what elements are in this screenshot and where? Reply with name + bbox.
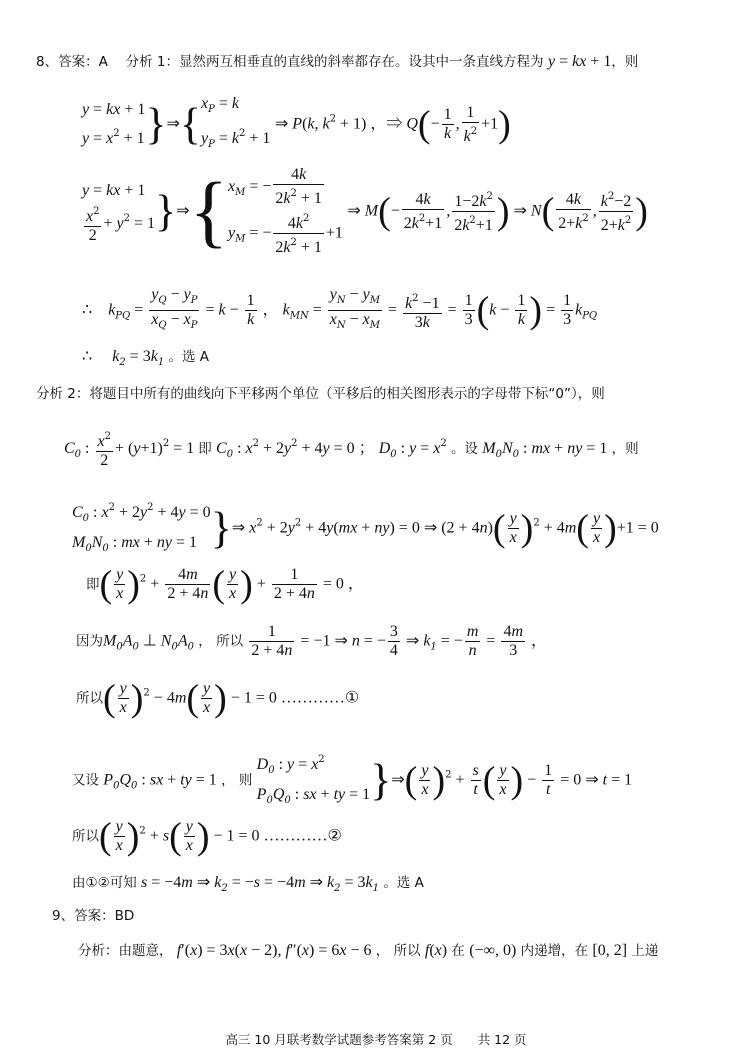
system-1: y = kx + 1 $y = x^2 + 1$ }⇒{ $x_P = k$ $y_P = k^2 + 1$ ⇒ P(k, $k^2 + 1$) ，⇒ Q(− $\frac{1}{k}$ , $\frac{1}{k^2}$ +1) <box>82 95 511 150</box>
q9-header: 9、答案：BD <box>52 908 135 924</box>
system-2: y = kx + 1 $\frac{x^2}{2}$ + $y^2 = 1$ }⇒{ $x_M$ = − $\frac{4k}{2k^2 + 1}$ $y_M$ = − $\frac{4k^2}{2k^2 + 1}$ +1 ⇒ M(− $\frac{4k}{2k^2+1}$ , $\frac{1-2k^2}{2k^2+1}$ ) ⇒ N( $\frac{4k}{2+k^2}$ , $\frac{k^2-2}{2+k^2}$ ) <box>82 166 648 256</box>
analysis-2-system: $C_0$ : $x^2 + 2y^2 + 4y = 0$ $M_0N_0$ : mx + ny = 1 }⇒ $x^2 + 2y^2 + 4y(mx + ny) = 0$ ⇒ (2 + 4n)( $\frac{y}{x}$ )$^2$ + 4m( $\frac{y}{x}$ )+1 = 0 <box>72 502 659 554</box>
analysis-2-intro: 分析 2：将题目中所有的曲线向下平移两个单位（平移后的相关图形表示的字母带下标“0”），则 <box>36 386 605 402</box>
analysis-2-also: 又设 $P_0Q_0$ : sx + ty = 1 ， 则 $D_0$ : $y = x^2$ $P_0Q_0$ : sx + ty = 1 }⇒( $\frac{y}{x}$ )$^2$ + $\frac{s}{t}$ ( $\frac{y}{x}$ ) − $\frac{1}{t}$ = 0 ⇒ t = 1 <box>72 754 633 806</box>
q8-header: 8、答案：A 分析 1：显然两互相垂直的直线的斜率都存在。设其中一条直线方程为 y = kx + 1，则 <box>36 53 639 70</box>
analysis-2-final: 由①②可知 s = −4m ⇒ $k_2 = -s = -4m$ ⇒ $k_2 = 3k_1$ 。选 A <box>72 874 424 894</box>
analysis-2-eq1: 所以( $\frac{y}{x}$ )$^2$ − 4m( $\frac{y}{x}$ ) − 1 = 0 …………① <box>76 677 360 720</box>
q9-analysis: 分析：由题意， f′(x) = 3x(x − 2), f″(x) = 6x − 6 ， 所以 f(x) 在 (−∞, 0) 内递增，在 [0, 2] 上递 <box>78 942 659 959</box>
slope-line: ∴ $k_{PQ}$ = $\frac{y_Q - y_P}{x_Q - x_P}$ = k − $\frac{1}{k}$ ， $k_{MN}$ = $\frac{y_N - y_M}{x_N - x_M}$ = $\frac{k^2 -1}{3k}$ = $\frac{1}{3}$ (k − $\frac{1}{k}$ ) = $\frac{1}{3}$ $k_{PQ}$ <box>82 286 598 332</box>
analysis-2-ji: 即( $\frac{y}{x}$ )$^2$ + $\frac{4m}{2 + 4n}$ ( $\frac{y}{x}$ ) + $\frac{1}{2 + 4n}$ = 0 ， <box>86 563 364 606</box>
conclusion-1: ∴ $k_2 = 3k_1$ 。选 A <box>82 348 210 368</box>
analysis-2-because: 因为$M_0A_0$ ⊥ $N_0A_0$ ， 所以 $\frac{1}{2 + 4n}$ = −1 ⇒ n = − $\frac{3}{4}$ ⇒ $k_1$ = − $\frac{m}{n}$ = $\frac{4m}{3}$ ， <box>76 623 548 659</box>
page-footer: 高三 10 月联考数学试题参考答案第 2 页 共 12 页 <box>225 1032 527 1047</box>
analysis-2-line1: $C_0$ : $\frac{x^2}{2}$ + $(y+1)^2 = 1$ 即 $C_0$ : $x^2 + 2y^2 + 4y = 0$ ； $D_0$ : $y = x^2$ 。设 $M_0N_0$ : mx + ny = 1 ，则 <box>64 428 639 470</box>
analysis-2-eq2: 所以( $\frac{y}{x}$ )$^2$ + s( $\frac{y}{x}$ ) − 1 = 0 …………② <box>72 815 342 858</box>
